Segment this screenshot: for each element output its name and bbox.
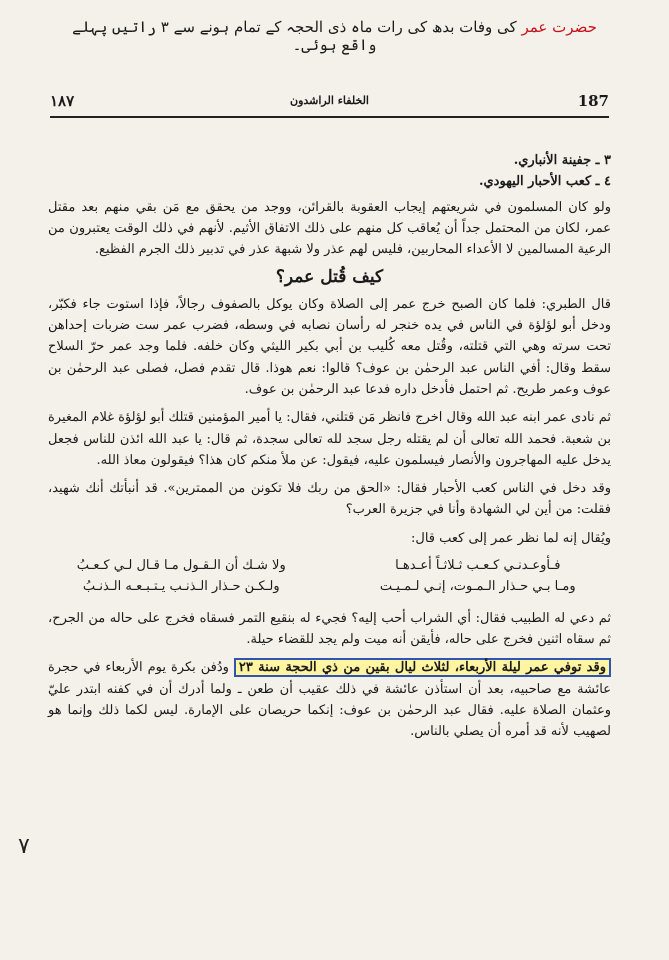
poem-hemistich: فـأوعـدنـي كـعـب ثـلاثـاً أعـدهـا [395, 558, 561, 574]
paragraph: ثم نادى عمر ابنه عبد الله وقال اخرج فانظر مَن قتلني، فقال: يا أمير المؤمنين قتلك أبو لؤلؤة غلام المغيرة بن شعبة. فحمد الله تعالى أن لم يقتله رجل سجد لله تعالى سجدة، ثم قال: يا عبد الله ائذن للناس فجعل يدخل عليه المهاجرون والأنصار فيسلمون عليه، فيقول: عن ملأ منكم كان هذا؟ فيقولون معاذ الله. [48, 410, 611, 468]
paragraph: ولو كان المسلمون في شريعتهم إيجاب العقوبة بالقرائن، ووجد من يحقق مع مَن بقي منهم بعد مقتل عمر، لكان من المحتمل جداً أن يُعاقب كل منهم على ذلك الاتفاق الأثيم. لأنهم في ذلك الوقت يعتبرون من الرعية المسالمين لا الأعداء المحاربين، فليس لهم عذر ولا شبهة عذر في تدبير ذلك الجرم الفظيع. [48, 199, 611, 258]
paragraph: ويُقال إنه لما نظر عمر إلى كعب قال: [411, 530, 611, 546]
final-paragraph [48, 657, 611, 742]
page-number-arabic: ١٨٧ [50, 92, 75, 110]
page-number-latin: 187 [577, 92, 609, 110]
highlighted-death-date: وقد توفي عمر ليلة الأربعاء، لثلاث ليال بقين من ذي الحجة سنة ٢٣ [234, 658, 611, 677]
caption-rest: کی وفات بدھ کی رات ماہ ذی الحجہ کے تمام ہونے سے ۳ راتیں پہلے واقع ہوئی۔ [72, 18, 517, 54]
paragraph: ثم دعي له الطبيب فقال: أي الشراب أحب إليه؟ فجيء له بنقيع التمر فسقاه فخرج على حاله من الجرح، ثم سقاه اثنين فخرج على حاله، فأيقن أنه ميت ولم يجد للقضاء حيلة. [48, 610, 611, 647]
body-text [48, 150, 611, 749]
paragraph: وقد دخل في الناس كعب الأحبار فقال: «الحق من ربك فلا تكونن من الممترين». قد أنبأتك أنك شهيد، فقلت: من أين لي الشهادة وأنا في جزيرة العرب؟ [48, 481, 611, 518]
poem-hemistich: ولا شـك أن الـقـول مـا قـال لـي كـعـبُ [76, 558, 286, 574]
urdu-caption [60, 18, 609, 54]
poem-hemistich: ولـكـن حـذار الـذنـب يـتـبـعـه الـذنـبُ [82, 579, 280, 595]
caption-prefix: حضرت [552, 18, 597, 36]
margin-handwritten-mark: ٧ [18, 834, 30, 859]
poem [48, 555, 611, 598]
paragraph: قال الطبري: فلما كان الصبح خرج عمر إلى الصلاة وكان يوكل بالصفوف رجالاً، فإذا استوت جاء فكبّر، ودخل أبو لؤلؤة في الناس في يده خنجر له رأسان نصابه في وسطه، فضرب عمر ست ضربات إحداهن تحت سرته وهي التي قتلته، وقُتل معه كُليب بن أبي بكير الليثي وكان خلفه. فلما وجد عمر حرّ السلاح سقط وقال: أفي الناس عبد الرحمٰن بن عوف؟ قالوا: نعم هوذا. قال تقدم فصل، فصلى عبد الرحمٰن بن عوف وعمر طريح. ثم احتمل فأدخل داره فدعا عبد الرحمٰن بن عوف. [48, 296, 611, 397]
final-paragraph-rest: ودُفن بكرة يوم الأربعاء في حجرة عائشة مع صاحبيه، بعد أن استأذن عائشة في ذلك عقيب أن طعن ـ ولما أدرك أن في كفنه ابتدر عليّ وعثمان الصلاة عليه. فقال عبد الرحمٰن بن عوف: إنكما حريصان على الإمارة. ليس لكما ذلك وإنما هو لصهيب لأنه قد أمره أن يصلي بالناس. [48, 660, 611, 740]
list-item: ٣ ـ جفينة الأنباري. [513, 153, 611, 168]
list-item: ٤ ـ كعب الأحبار اليهودي. [478, 174, 611, 190]
poem-hemistich: ومـا بـي حـذار الـمـوت، إنـي لـمـيـت [379, 579, 576, 595]
running-title: الخلفاء الراشدون [290, 94, 369, 107]
caption-name: عمر [521, 18, 548, 36]
section-title: كيف قُتل عمر؟ [275, 267, 384, 288]
page-header [50, 92, 609, 118]
